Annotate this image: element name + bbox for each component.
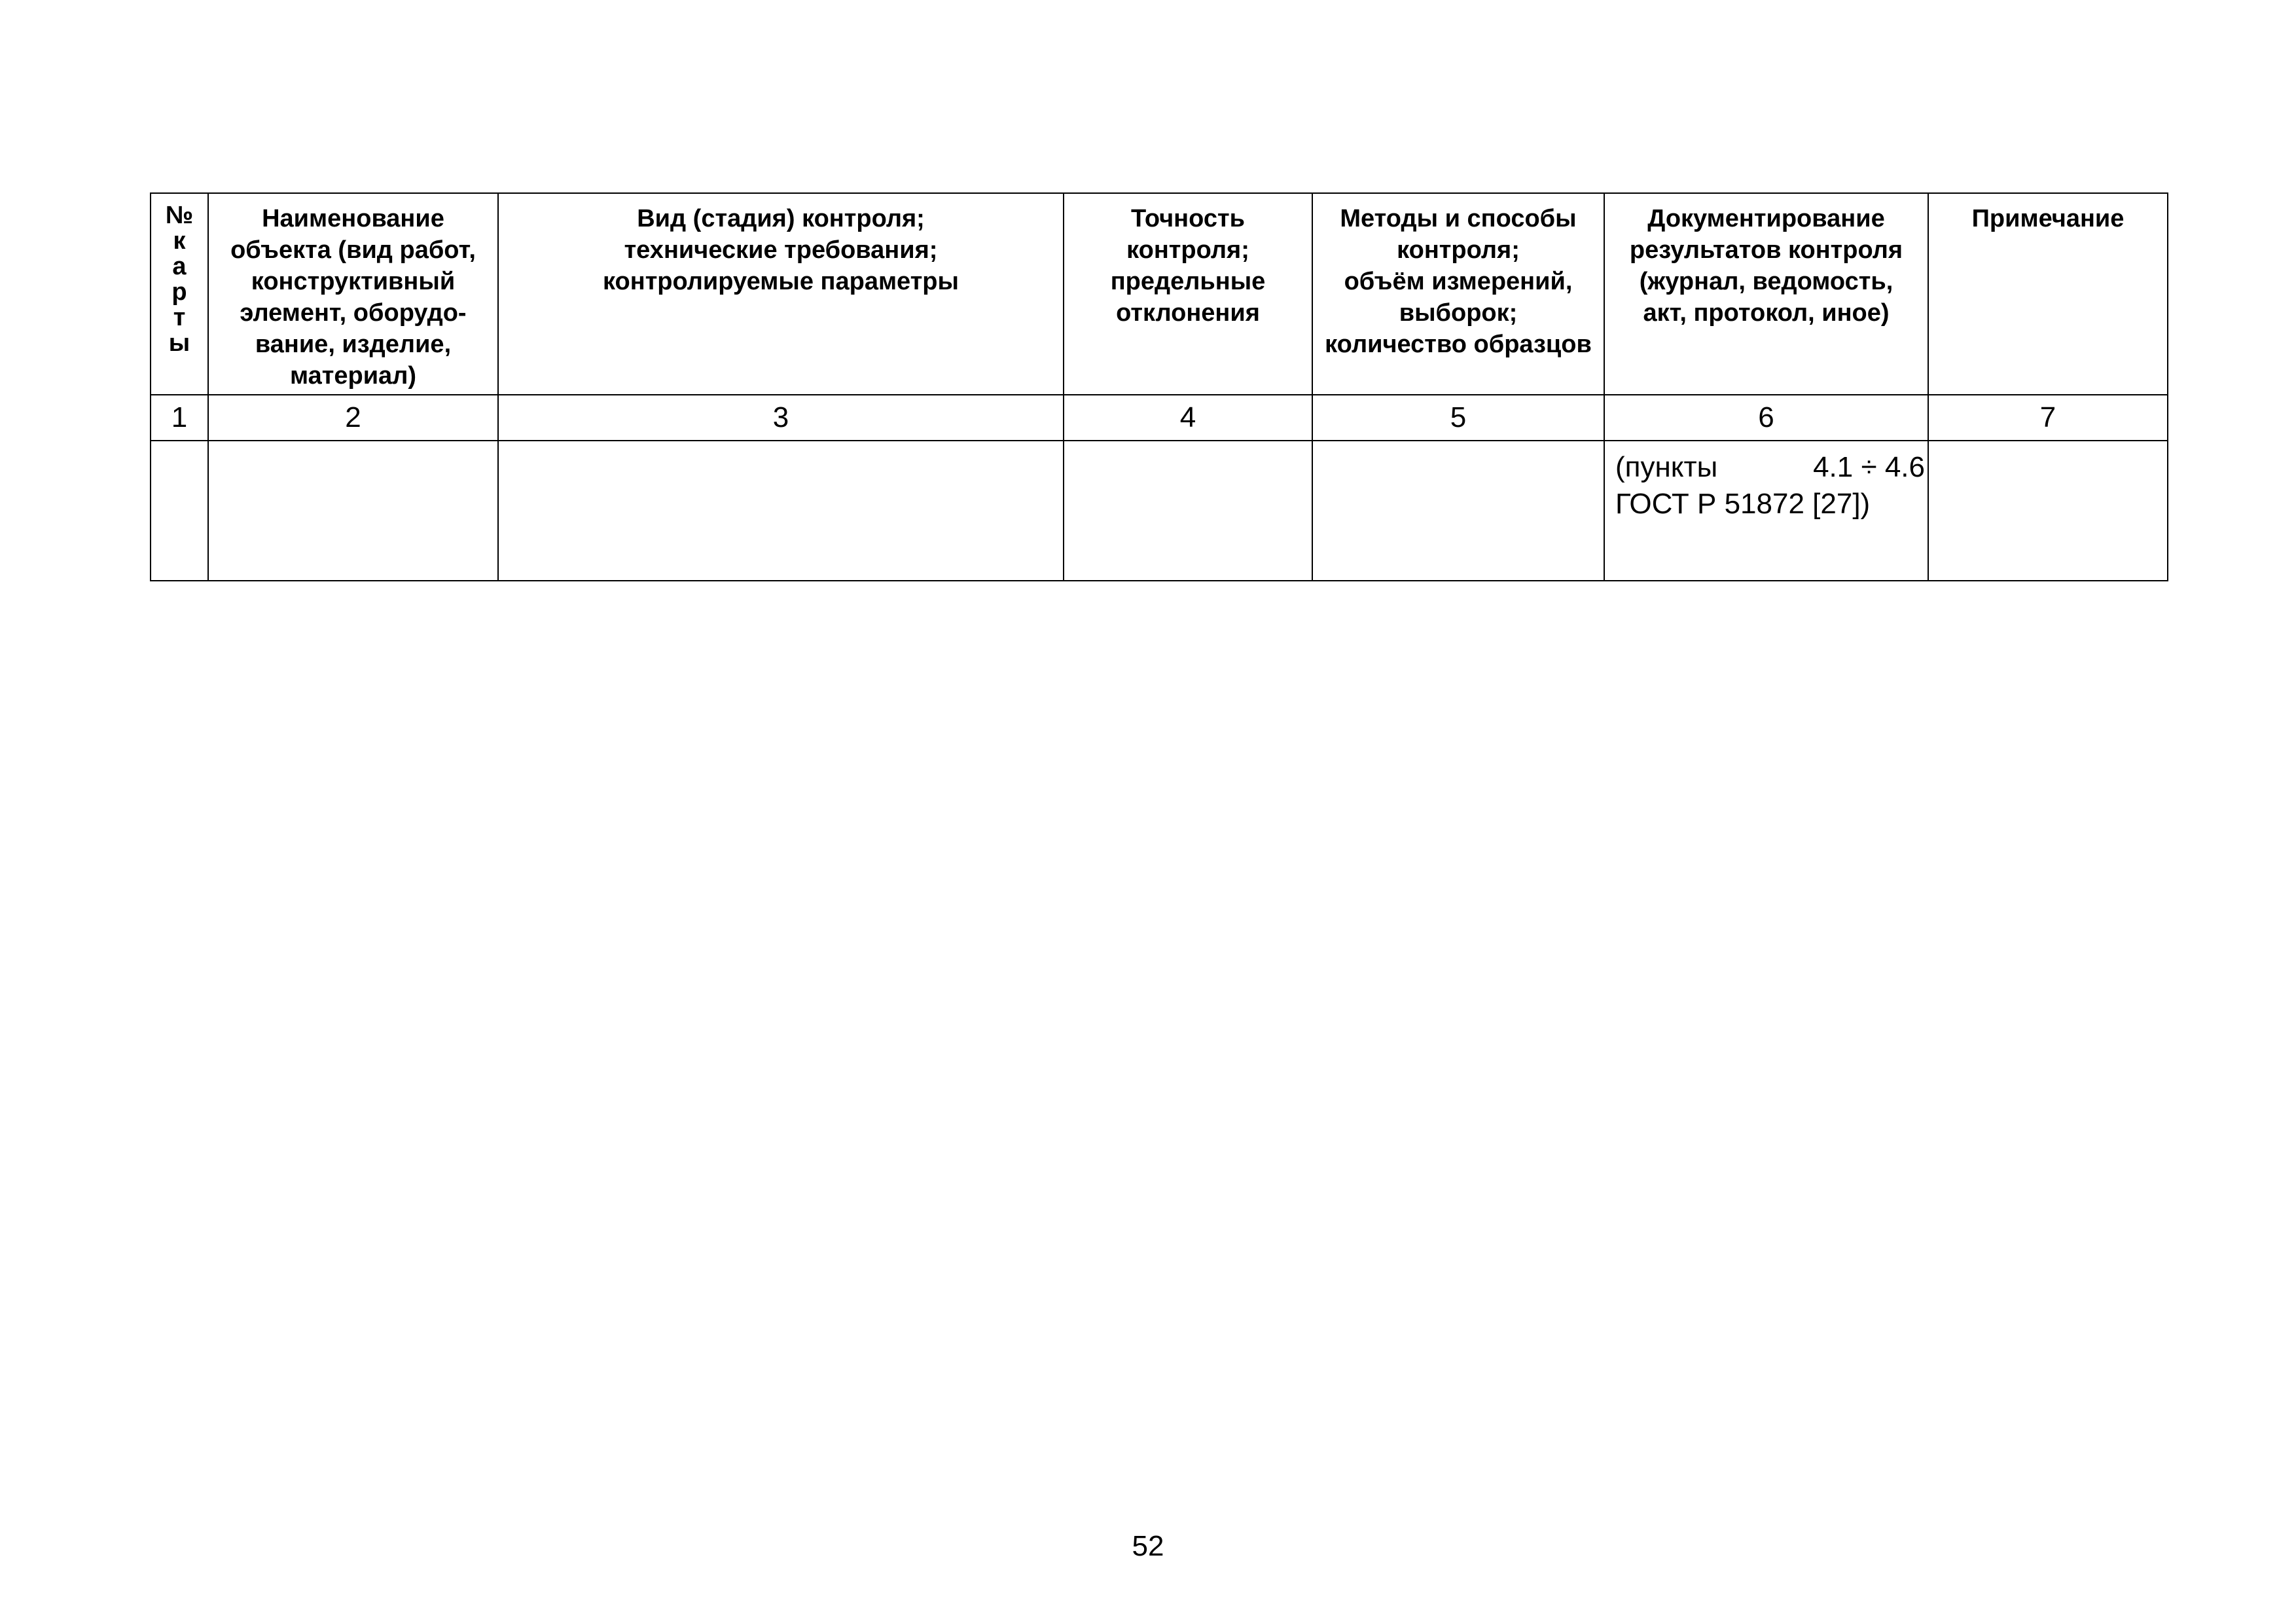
- page-number: 52: [1132, 1530, 1164, 1562]
- reference-standard: ГОСТ Р 51872 [27]): [1615, 488, 1871, 520]
- column-number: 5: [1312, 395, 1604, 441]
- documentation-reference: [1605, 441, 1928, 522]
- column-number: 6: [1604, 395, 1928, 441]
- cell-note: [1928, 441, 2168, 581]
- reference-points: 4.1 ÷ 4.6: [1813, 451, 1925, 483]
- column-number: 2: [208, 395, 498, 441]
- header-control-accuracy: Точность контроля; предельные отклонения: [1064, 193, 1312, 395]
- table-header-row: [151, 193, 2168, 395]
- reference-prefix: (пункты: [1615, 451, 1718, 483]
- column-number: 1: [151, 395, 208, 441]
- column-number-row: [151, 395, 2168, 441]
- cell-control-accuracy: [1064, 441, 1312, 581]
- header-documentation: Документирование результатов контроля (журнал, ведомость, акт, протокол, иное): [1604, 193, 1928, 395]
- control-table: [150, 192, 2168, 581]
- table-row: [151, 441, 2168, 581]
- cell-object-name: [208, 441, 498, 581]
- cell-documentation: [1604, 441, 1928, 581]
- cell-control-methods: [1312, 441, 1604, 581]
- documentation-reference-line1: [1615, 449, 1925, 486]
- header-control-type: Вид (стадия) контроля; технические требования; контролируемые параметры: [498, 193, 1064, 395]
- column-number: 7: [1928, 395, 2168, 441]
- header-object-name: Наименование объекта (вид работ, конструктивный элемент, оборудо- вание, изделие, материал): [208, 193, 498, 395]
- header-note: Примечание: [1928, 193, 2168, 395]
- column-number: 3: [498, 395, 1064, 441]
- cell-control-type: [498, 441, 1064, 581]
- header-control-methods: Методы и способы контроля; объём измерений, выборок; количество образцов: [1312, 193, 1604, 395]
- column-number: 4: [1064, 395, 1312, 441]
- cell-card-number: [151, 441, 208, 581]
- header-card-number: № к а р т ы: [151, 193, 208, 395]
